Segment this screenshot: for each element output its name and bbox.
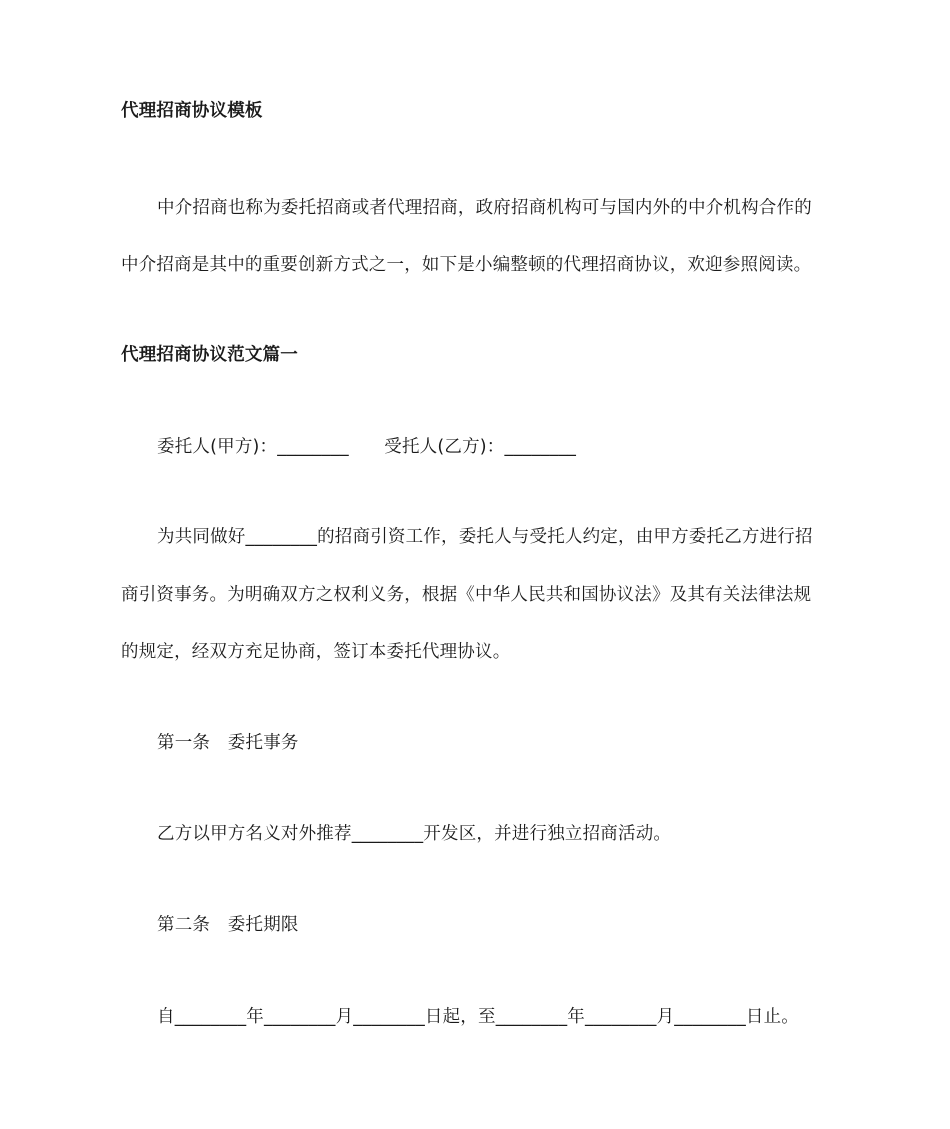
preamble-line-3: 的规定，经双方充足协商，签订本委托代理协议。 [121, 642, 511, 662]
article-1-title: 第一条 委托事务 [157, 733, 299, 753]
section-heading: 代理招商协议范文篇一 [121, 345, 298, 365]
article-2-title: 第二条 委托期限 [157, 915, 299, 935]
parties-line: 委托人(甲方)：________ 受托人(乙方)：________ [157, 437, 577, 457]
preamble-line-2: 商引资事务。为明确双方之权利义务，根据《中华人民共和国协议法》及其有关法律法规 [121, 585, 812, 605]
intro-line-1: 中介招商也称为委托招商或者代理招商，政府招商机构可与国内外的中介机构合作的 [157, 198, 812, 218]
article-1-body: 乙方以甲方名义对外推荐________开发区，并进行独立招商活动。 [157, 824, 672, 844]
preamble-line-1: 为共同做好________的招商引资工作，委托人与受托人约定，由甲方委托乙方进行招 [157, 527, 813, 547]
intro-line-2: 中介招商是其中的重要创新方式之一，如下是小编整顿的代理招商协议，欢迎参照阅读。 [121, 255, 812, 275]
article-2-body: 自________年________月________日起，至________年________月________日止。 [157, 1007, 799, 1027]
document-title: 代理招商协议模板 [121, 101, 263, 121]
